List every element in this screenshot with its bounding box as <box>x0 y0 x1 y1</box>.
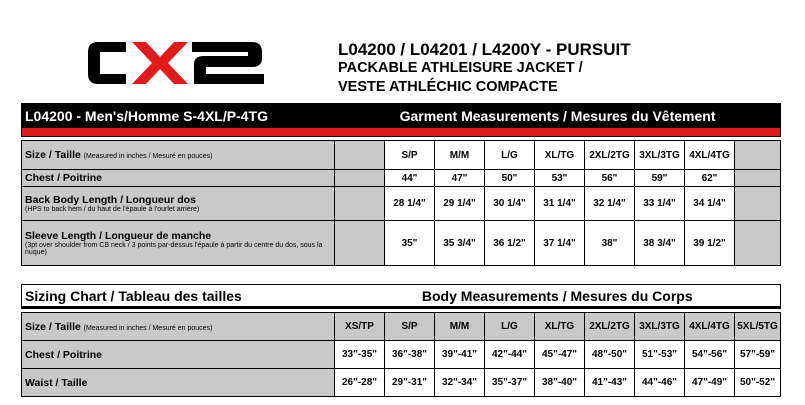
size-header-cell: 2XL/2TG <box>585 141 635 170</box>
row-label: Sleeve Length / Longueur de manche (3pt over shoulder from CB neck / 3 points par-dessus l'épaule à partir du centre du dos, sous la nuque) <box>22 221 335 266</box>
size-header-cell: 3XL/3TG <box>635 313 685 341</box>
size-blank-cell <box>735 141 781 170</box>
row-label: Chest / Poitrine <box>22 341 335 369</box>
table-cell: 32 1/4" <box>585 187 635 221</box>
table-row <box>22 170 781 187</box>
table-cell: 51"-53" <box>635 341 685 369</box>
table-cell: 29"-31" <box>385 369 435 397</box>
table-cell: 39 1/2" <box>685 221 735 266</box>
table-cell: 35 3/4" <box>435 221 485 266</box>
body-measurements-table <box>21 284 781 397</box>
size-label-cell: Size / Taille (Measured in inches / Mesuré en pouces) <box>22 313 335 341</box>
table-cell: 56" <box>585 170 635 187</box>
size-blank-cell <box>335 141 385 170</box>
row-label: Chest / Poitrine <box>22 170 335 187</box>
body-header-left: Sizing Chart / Tableau des tailles <box>22 285 335 308</box>
body-header-row <box>22 285 781 308</box>
table-cell: 26"-28" <box>335 369 385 397</box>
table-cell: 32"-34" <box>435 369 485 397</box>
size-header-cell: L/G <box>485 313 535 341</box>
size-header-cell: XL/TG <box>535 141 585 170</box>
table-cell: 57"-59" <box>735 341 781 369</box>
body-header-right: Body Measurements / Mesures du Corps <box>335 285 781 308</box>
table-cell: 47"-49" <box>685 369 735 397</box>
table-cell: 62" <box>685 170 735 187</box>
red-divider-row <box>22 128 781 137</box>
row-label: Back Body Length / Longueur dos (HPS to back hem / du haut de l'épaule à l'ourlet arrière) <box>22 187 335 221</box>
red-divider <box>22 128 781 137</box>
table-cell: 44" <box>385 170 435 187</box>
size-header-cell: L/G <box>485 141 535 170</box>
product-title-line1: L04200 / L04201 / L4200Y - PURSUIT <box>338 40 631 59</box>
garment-measurements-table <box>21 103 781 266</box>
body-size-row <box>22 313 781 341</box>
table-cell: 30 1/4" <box>485 187 535 221</box>
size-header-cell: S/P <box>385 141 435 170</box>
table-cell: 36"-38" <box>385 341 435 369</box>
size-label-cell: Size / Taille (Measured in inches / Mesuré en pouces) <box>22 141 335 170</box>
table-cell: 28 1/4" <box>385 187 435 221</box>
garment-header-row <box>22 104 781 128</box>
table-cell: 38" <box>585 221 635 266</box>
product-title-line2: PACKABLE ATHLEISURE JACKET / <box>338 60 583 76</box>
table-cell: 59" <box>635 170 685 187</box>
table-row <box>22 221 781 266</box>
table-cell: 35"-37" <box>485 369 535 397</box>
size-header-cell: 4XL/4TG <box>685 141 735 170</box>
garment-header-left: L04200 - Men's/Homme S-4XL/P-4TG <box>22 104 335 128</box>
row-label: Waist / Taille <box>22 369 335 397</box>
size-header-cell: XS/TP <box>335 313 385 341</box>
size-header-cell: M/M <box>435 141 485 170</box>
size-header-cell: 3XL/3TG <box>635 141 685 170</box>
table-cell: 38 3/4" <box>635 221 685 266</box>
garment-size-row <box>22 141 781 170</box>
table-cell: 37 1/4" <box>535 221 585 266</box>
table-cell: 47" <box>435 170 485 187</box>
table-cell: 50"-52" <box>735 369 781 397</box>
product-title-block <box>338 40 631 97</box>
table-cell: 35" <box>385 221 435 266</box>
table-cell: 36 1/2" <box>485 221 535 266</box>
table-cell: 33 1/4" <box>635 187 685 221</box>
table-row <box>22 187 781 221</box>
table-cell: 31 1/4" <box>535 187 585 221</box>
garment-header-right: Garment Measurements / Mesures du Vêtement <box>335 104 781 128</box>
table-cell: 50" <box>485 170 535 187</box>
size-header-cell: XL/TG <box>535 313 585 341</box>
table-cell: 48"-50" <box>585 341 635 369</box>
table-cell: 29 1/4" <box>435 187 485 221</box>
product-title-line3: VESTE ATHLÉCHIC COMPACTE <box>338 79 558 95</box>
table-cell: 33"-35" <box>335 341 385 369</box>
table-cell: 38"-40" <box>535 369 585 397</box>
table-cell: 53" <box>535 170 585 187</box>
size-header-cell: S/P <box>385 313 435 341</box>
cx2-logo <box>84 38 268 88</box>
table-row <box>22 341 781 369</box>
table-cell: 45"-47" <box>535 341 585 369</box>
size-header-cell: 2XL/2TG <box>585 313 635 341</box>
size-header-cell: M/M <box>435 313 485 341</box>
table-cell: 42"-44" <box>485 341 535 369</box>
table-cell: 34 1/4" <box>685 187 735 221</box>
size-header-cell: 4XL/4TG <box>685 313 735 341</box>
table-row <box>22 369 781 397</box>
table-cell: 41"-43" <box>585 369 635 397</box>
table-cell: 44"-46" <box>635 369 685 397</box>
table-cell: 39"-41" <box>435 341 485 369</box>
size-header-cell: 5XL/5TG <box>735 313 781 341</box>
table-cell: 54"-56" <box>685 341 735 369</box>
